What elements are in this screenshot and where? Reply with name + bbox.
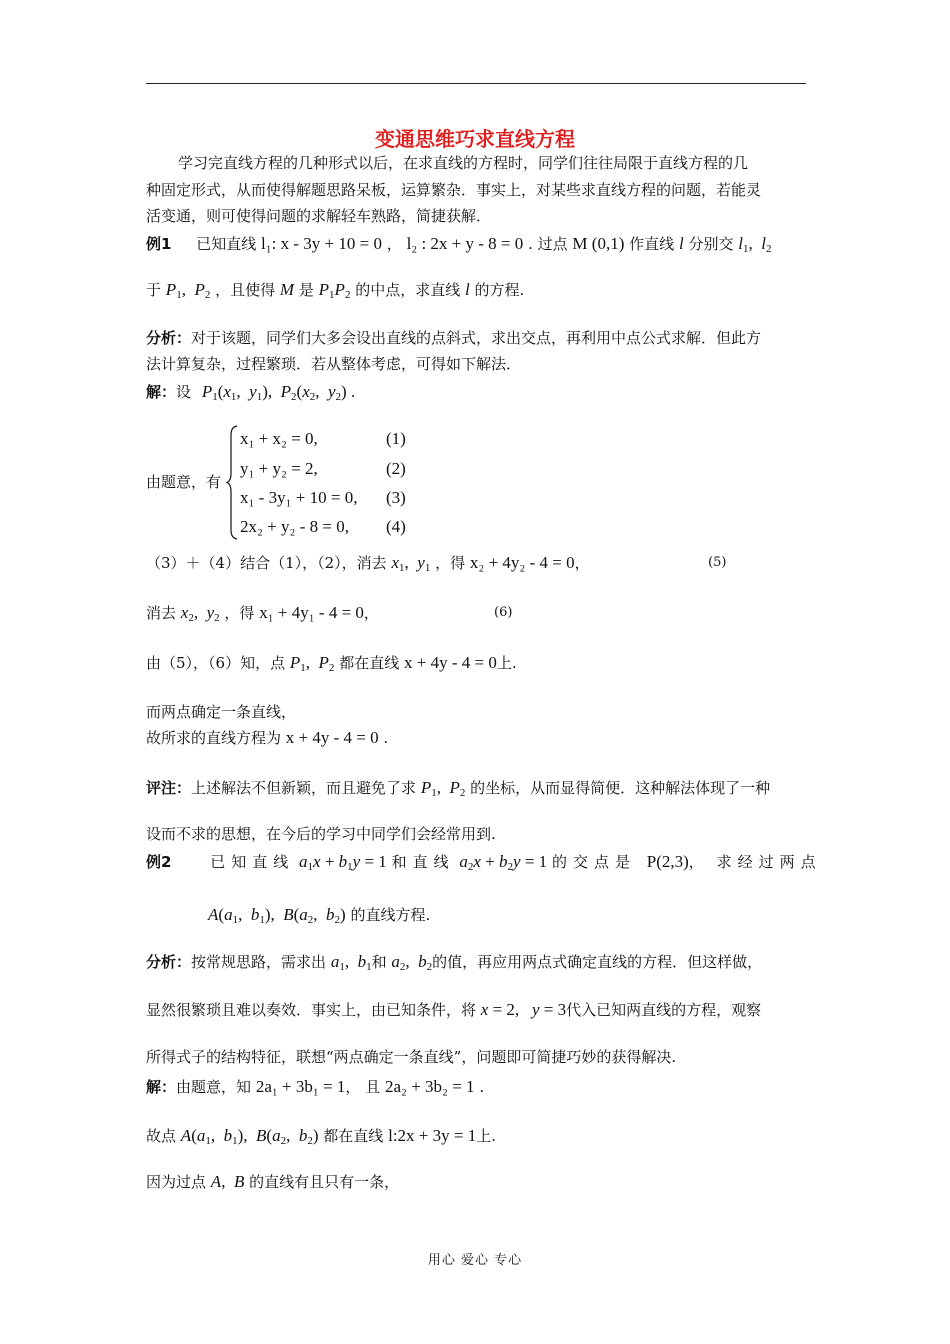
example1-line-1: 例1 已知直线 l₁: x - 3y + 10 = 0 ， l₂ : 2x + y - 8 = 0 . 过点 M (0,1) 作直线 l 分别交 $l_1$, $l_2$	[146, 234, 772, 255]
system-brace	[226, 425, 238, 540]
two-points-statement: 而两点确定一条直线，	[146, 703, 297, 721]
analysis1-line-1: 分析：对于该题，同学们大多会设出直线的点斜式，求出交点，再利用中点公式求解．但此方	[146, 329, 762, 347]
system-equation-1: x₁ + x₂ = 0,	[240, 429, 318, 448]
solution2-line-3: 因为过点 A, B 的直线有且只有一条，	[146, 1172, 400, 1191]
intro-line-1: 学习完直线方程的几种形式以后，在求直线的方程时，同学们往往局限于直线方程的几	[178, 154, 749, 172]
equation-6: x₁ + 4y₁ - 4 = 0	[259, 603, 364, 622]
solution1-line-1: 解：设 $P_1(x_1$, $y_1$), $P_2(x_2$, $y_2$) .	[146, 382, 356, 403]
equation-number-6: (6)	[494, 605, 513, 620]
line-l1-equation: l₁: x - 3y + 10 = 0	[261, 234, 382, 253]
setup-label: 由题意，有	[146, 473, 222, 491]
equation-5: x₂ + 4y₂ - 4 = 0	[469, 553, 575, 572]
analysis2-line-3: 所得式子的结构特征，联想“两点确定一条直线”，问题即可简捷巧妙的获得解决.	[146, 1048, 677, 1066]
equation-number-4: (4)	[386, 517, 406, 536]
combine-line: （3）＋（4）结合（1），（2），消去 $x_1$, $y_1$ ，得 x₂ + 4y₂ - 4 = 0，	[146, 553, 590, 574]
answer-line: 故所求的直线方程为 x + 4y - 4 = 0 .	[146, 728, 389, 747]
system-equation-4: 2x₂ + y₂ - 8 = 0,	[240, 517, 349, 536]
system-equation-2: y₁ + y₂ = 2,	[240, 459, 318, 478]
example1-label: 例1	[146, 235, 172, 253]
example2-label: 例2	[146, 853, 172, 871]
example1-line-2: 于 $P_1$, $P_2$ ，且使得 M 是 $P_1P_2$ 的中点，求直线 l 的方程.	[146, 280, 525, 301]
line-l2-equation: l₂ : 2x + y - 8 = 0	[406, 234, 524, 253]
example2-line-2: $A(a_1$, $b_1$), $B(a_2$, $b_2$) 的直线方程.	[208, 905, 431, 926]
comment1-line-1: 评注：上述解法不但新颖，而且避免了求 $P_1$, $P_2$ 的坐标，从而显得简便．这种解法体现了一种	[146, 778, 771, 799]
equation-number-5: (5)	[708, 555, 727, 570]
line-l-equation: l:2x + 3y = 1	[388, 1126, 477, 1145]
point-m: M (0,1)	[572, 234, 625, 253]
eliminate-line: 消去 $x_2$, $y_2$ ，得 x₁ + 4y₁ - 4 = 0，	[146, 603, 379, 624]
header-rule	[146, 83, 806, 84]
page-footer: 用心 爱心 专心	[427, 1253, 523, 1268]
analysis2-line-2: 显然很繁琐且难以奏效．事实上，由已知条件，将 x = 2, y = 3代入已知两直线的方程，观察	[146, 1000, 762, 1019]
system-equation-3: x₁ - 3y₁ + 10 = 0,	[240, 488, 358, 507]
analysis2-line-1: 分析：按常规思路，需求出 $a_1$, $b_1$和 $a_2$, $b_2$的值，再应用两点式确定直线的方程．但这样做，	[146, 952, 763, 973]
equation-number-1: (1)	[386, 429, 406, 448]
solution2-line-1: 解：由题意，知 2a₁ + 3b₁ = 1， 且 2a₂ + 3b₂ = 1 .	[146, 1077, 485, 1096]
points-on-line: 由（5），（6）知，点 $P_1$, $P_2$ 都在直线 x + 4y - 4 = 0上.	[146, 653, 517, 674]
comment1-line-2: 设而不求的思想，在今后的学习中同学们会经常用到.	[146, 825, 496, 843]
solution2-line-2: 故点 $A(a_1$, $b_1$), $B(a_2$, $b_2$) 都在直线 l:2x + 3y = 1上.	[146, 1126, 496, 1147]
answer-equation: x + 4y - 4 = 0	[285, 728, 379, 747]
example2-line-1: 例2 已知直线 $a_1x + b_1y = 1$ 和直线 $a_2x + b_2y = 1$ 的交点是 P(2,3)， 求经过两点	[146, 852, 822, 873]
equation-number-3: (3)	[386, 488, 406, 507]
intro-line-2: 种固定形式，从而使得解题思路呆板，运算繁杂．事实上，对某些求直线方程的问题，若能灵	[146, 181, 762, 199]
intro-line-3: 活变通，则可使得问题的求解轻车熟路，简捷获解．	[146, 207, 492, 225]
analysis1-line-2: 法计算复杂，过程繁琐．若从整体考虑，可得如下解法．	[146, 355, 522, 373]
page-title: 变通思维巧求直线方程	[375, 127, 575, 151]
equation-number-2: (2)	[386, 459, 406, 478]
